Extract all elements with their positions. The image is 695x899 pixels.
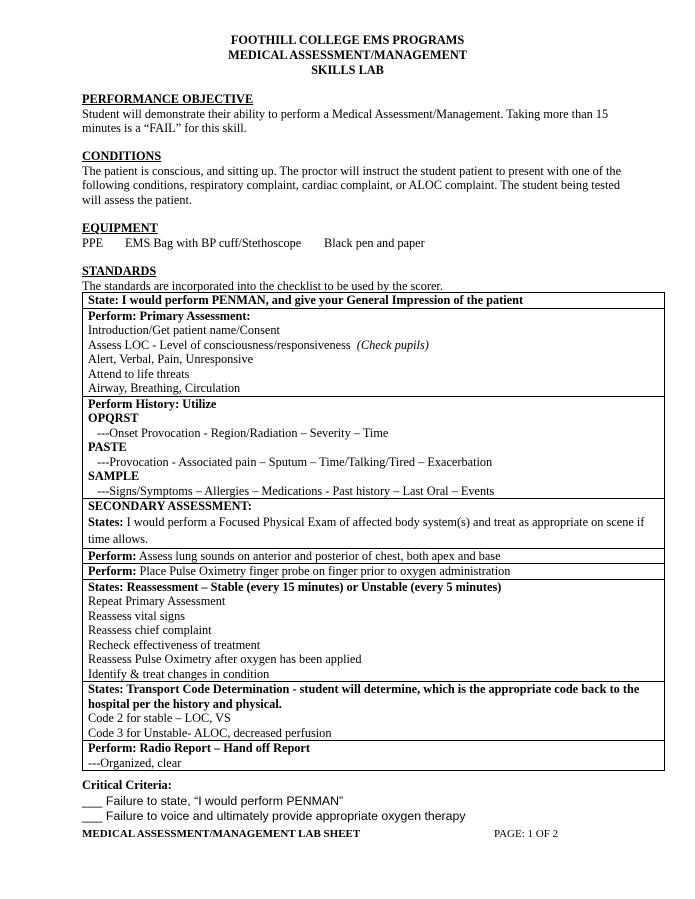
reassessment-line: Identify & treat changes in condition: [88, 666, 270, 681]
history-title: Perform History: Utilize: [88, 396, 217, 411]
paste-label: PASTE: [88, 440, 127, 454]
pulse-oximetry-cell: [83, 564, 665, 580]
opqrst-label: OPQRST: [88, 411, 139, 425]
header-line-2: MEDICAL ASSESSMENT/MANAGEMENT: [228, 48, 467, 62]
table-row: [83, 564, 665, 580]
header-line-3: SKILLS LAB: [311, 63, 384, 77]
primary-line: Attend to life threats: [88, 366, 190, 381]
paste-detail: ---Provocation - Associated pain – Sputum – Time/Talking/Tired – Exacerbation: [97, 454, 493, 469]
secondary-assessment-title: SECONDARY ASSESSMENT:: [88, 499, 252, 513]
lung-sounds-cell: [83, 548, 665, 564]
performance-objective-text: Student will demonstrate their ability to perform a Medical Assessment/Management. Taking more than 15 minutes is a “FAIL” for this skill.: [82, 106, 609, 135]
standards-title: STANDARDS: [82, 264, 157, 278]
table-row: [83, 548, 665, 564]
reassessment-title: States: Reassessment – Stable (every 15 minutes) or Unstable (every 5 minutes): [88, 579, 502, 594]
transport-code-title: States: Transport Code Determination - student will determine, which is the appropriate code back to the hospital per the history and physical.: [88, 682, 640, 711]
primary-loc-text: Assess LOC - Level of consciousness/responsiveness: [88, 337, 351, 352]
reassessment-line: Repeat Primary Assessment: [88, 594, 226, 608]
table-row: [83, 499, 665, 549]
equipment-item: PPE: [82, 235, 104, 250]
standards-section: [82, 264, 642, 293]
radio-report-cell: [83, 741, 665, 771]
table-row: [83, 741, 665, 771]
primary-line: [88, 338, 659, 353]
header-line-1: FOOTHILL COLLEGE EMS PROGRAMS: [230, 33, 465, 47]
table-row: [83, 682, 665, 741]
conditions-title: CONDITIONS: [82, 149, 162, 163]
equipment-section: [82, 221, 642, 250]
equipment-item: Black pen and paper: [324, 235, 425, 250]
document-header: [0, 33, 695, 78]
history-cell: [83, 396, 665, 499]
footer-sheet-title: MEDICAL ASSESSMENT/MANAGEMENT LAB SHEET: [82, 828, 361, 840]
table-row: [83, 293, 665, 309]
transport-line: Code 3 for Unstable- ALOC, decreased perfusion: [88, 725, 332, 740]
primary-line: Alert, Verbal, Pain, Unresponsive: [88, 352, 254, 366]
page-footer: [82, 827, 582, 842]
critical-criteria-item: ___ Failure to voice and ultimately provide appropriate oxygen therapy: [82, 809, 466, 823]
pulse-oximetry-text: Place Pulse Oximetry finger probe on finger prior to oxygen administration: [139, 564, 511, 578]
equipment-list: [82, 236, 642, 251]
page-number: PAGE: 1 OF 2: [494, 828, 559, 840]
table-row: [83, 579, 665, 682]
radio-report-line: ---Organized, clear: [88, 755, 182, 770]
transport-line: Code 2 for stable – LOC, VS: [88, 711, 231, 725]
radio-report-title: Perform: Radio Report – Hand off Report: [88, 741, 310, 755]
critical-criteria-title: Critical Criteria:: [82, 778, 172, 792]
reassessment-line: Reassess vital signs: [88, 608, 186, 623]
states-label: States:: [88, 514, 124, 529]
reassessment-cell: [83, 579, 665, 682]
performance-objective-title: PERFORMANCE OBJECTIVE: [82, 92, 254, 106]
primary-line: Airway, Breathing, Circulation: [88, 381, 241, 395]
reassessment-line: Reassess chief complaint: [88, 623, 212, 637]
states-text: I would perform a Focused Physical Exam of affected body system(s) and treat as appropriate on scene if time allows.: [88, 514, 645, 546]
conditions-text: The patient is conscious, and sitting up. The proctor will instruct the student patient to present with one of the following conditions, respiratory complaint, cardiac complaint, or ALOC complaint. The student being tested will assess the patient.: [82, 163, 622, 207]
secondary-states: [88, 514, 659, 548]
opqrst-detail: ---Onset Provocation - Region/Radiation – Severity – Time: [97, 425, 389, 440]
equipment-item: EMS Bag with BP cuff/Stethoscope: [125, 235, 302, 250]
check-pupils-note: (Check pupils): [356, 337, 429, 352]
critical-criteria-item: ___ Failure to state, “I would perform PENMAN”: [82, 793, 344, 808]
reassessment-line: Reassess Pulse Oximetry after oxygen has been applied: [88, 652, 362, 666]
secondary-assessment-cell: [83, 499, 665, 549]
lung-sounds-text: Assess lung sounds on anterior and posterior of chest, both apex and base: [138, 548, 501, 563]
transport-code-cell: [83, 682, 665, 741]
perform-label: Perform:: [88, 548, 137, 563]
skills-checklist-table: [82, 292, 665, 771]
perform-label: Perform:: [88, 564, 137, 578]
sample-label: SAMPLE: [88, 469, 140, 483]
reassessment-line: Recheck effectiveness of treatment: [88, 637, 261, 652]
performance-objective-section: [82, 92, 642, 136]
critical-criteria-section: [82, 778, 642, 825]
conditions-section: [82, 149, 642, 207]
primary-line: Introduction/Get patient name/Consent: [88, 323, 280, 337]
equipment-title: EQUIPMENT: [82, 221, 158, 235]
penman-cell: State: I would perform PENMAN, and give your General Impression of the patient: [83, 293, 665, 309]
primary-assessment-title: Perform: Primary Assessment:: [88, 308, 251, 323]
table-row: [83, 308, 665, 396]
standards-text: The standards are incorporated into the checklist to be used by the scorer.: [82, 278, 443, 293]
primary-assessment-cell: [83, 308, 665, 396]
sample-detail: ---Signs/Symptoms – Allergies – Medications - Past history – Last Oral – Events: [97, 483, 495, 498]
table-row: [83, 396, 665, 499]
